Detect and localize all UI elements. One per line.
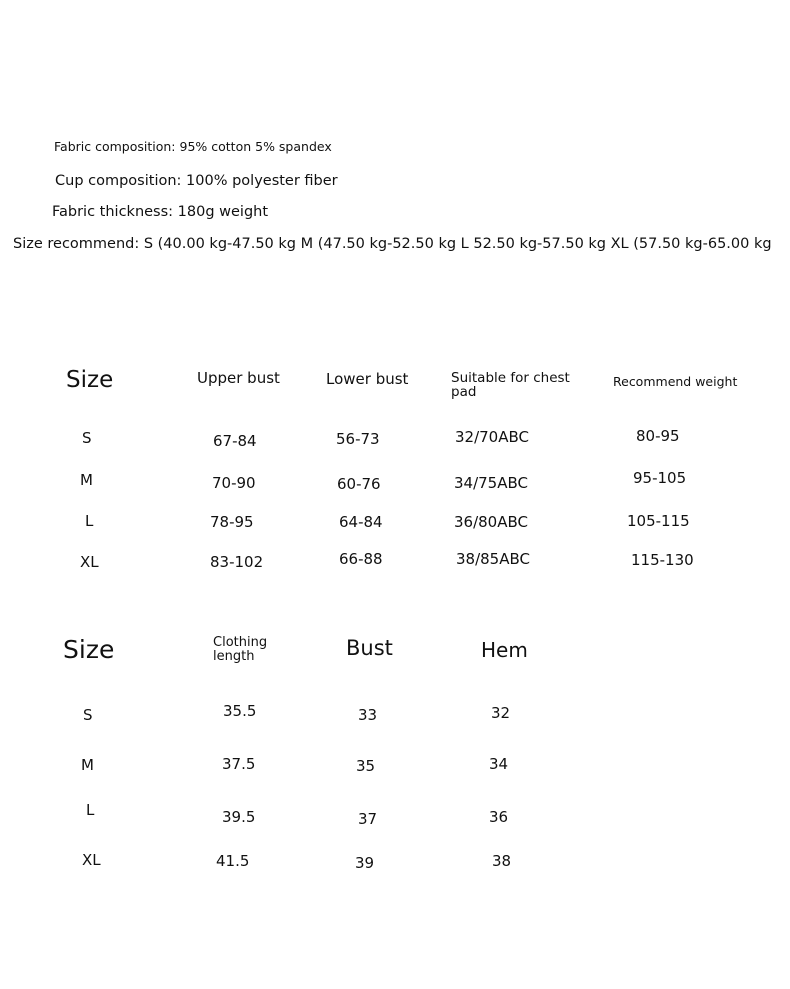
table2-row-s-hem: 32 [491,704,511,722]
table1-header-size: Size [66,367,114,393]
table1-row-s-lower-bust: 56-73 [336,430,380,448]
table2-row-s-bust: 33 [358,706,378,724]
table1-row-s-chest-pad: 32/70ABC [455,428,529,446]
table1-row-xl-weight: 115-130 [631,551,694,569]
table1-row-xl-lower-bust: 66-88 [339,550,383,568]
table2-header-bust: Bust [346,636,393,660]
table1-header-recommend-weight: Recommend weight [613,374,738,389]
table1-row-m-upper-bust: 70-90 [212,474,256,492]
table2-row-xl-length: 41.5 [216,852,250,870]
table2-row-xl-size: XL [82,851,101,869]
table1-row-s-size: S [82,429,92,447]
table1-header-lower-bust: Lower bust [326,370,409,388]
table2-row-l-hem: 36 [489,808,509,826]
table1-row-s-weight: 80-95 [636,427,680,445]
table2-header-clothing-length: Clothing length [213,635,268,664]
table2-row-m-bust: 35 [356,757,376,775]
fabric-composition-text: Fabric composition: 95% cotton 5% spandex [54,139,332,154]
table2-row-s-size: S [83,706,93,724]
table2-row-l-size: L [86,801,95,819]
table1-row-m-chest-pad: 34/75ABC [454,474,528,492]
cup-composition-text: Cup composition: 100% polyester fiber [55,173,338,189]
table1-row-m-size: M [80,471,93,489]
table2-row-l-bust: 37 [358,810,378,828]
table1-row-xl-upper-bust: 83-102 [210,553,264,571]
table1-row-s-upper-bust: 67-84 [213,432,257,450]
table2-header-hem: Hem [481,638,528,662]
table1-header-upper-bust: Upper bust [197,369,280,387]
table1-row-l-lower-bust: 64-84 [339,513,383,531]
table2-row-xl-hem: 38 [492,852,512,870]
table1-header-chest-pad: Suitable for chest pad [451,370,570,400]
table1-row-xl-chest-pad: 38/85ABC [456,550,530,568]
fabric-thickness-text: Fabric thickness: 180g weight [52,204,269,220]
table1-row-xl-size: XL [80,553,99,571]
table2-row-m-size: M [81,756,94,774]
table2-row-s-length: 35.5 [223,702,257,720]
table1-row-l-weight: 105-115 [627,512,690,530]
table2-row-m-hem: 34 [489,755,509,773]
table1-row-l-upper-bust: 78-95 [210,513,254,531]
table2-row-xl-bust: 39 [355,854,375,872]
table1-row-m-lower-bust: 60-76 [337,475,381,493]
table1-row-m-weight: 95-105 [633,469,687,487]
size-recommend-text: Size recommend: S (40.00 kg-47.50 kg M (47.50 kg-52.50 kg L 52.50 kg-57.50 kg XL (57.50 kg-65.00 kg [13,236,772,252]
table2-row-l-length: 39.5 [222,808,256,826]
table1-row-l-size: L [85,512,94,530]
table1-row-l-chest-pad: 36/80ABC [454,513,528,531]
table2-header-size: Size [63,635,115,664]
table2-row-m-length: 37.5 [222,755,256,773]
